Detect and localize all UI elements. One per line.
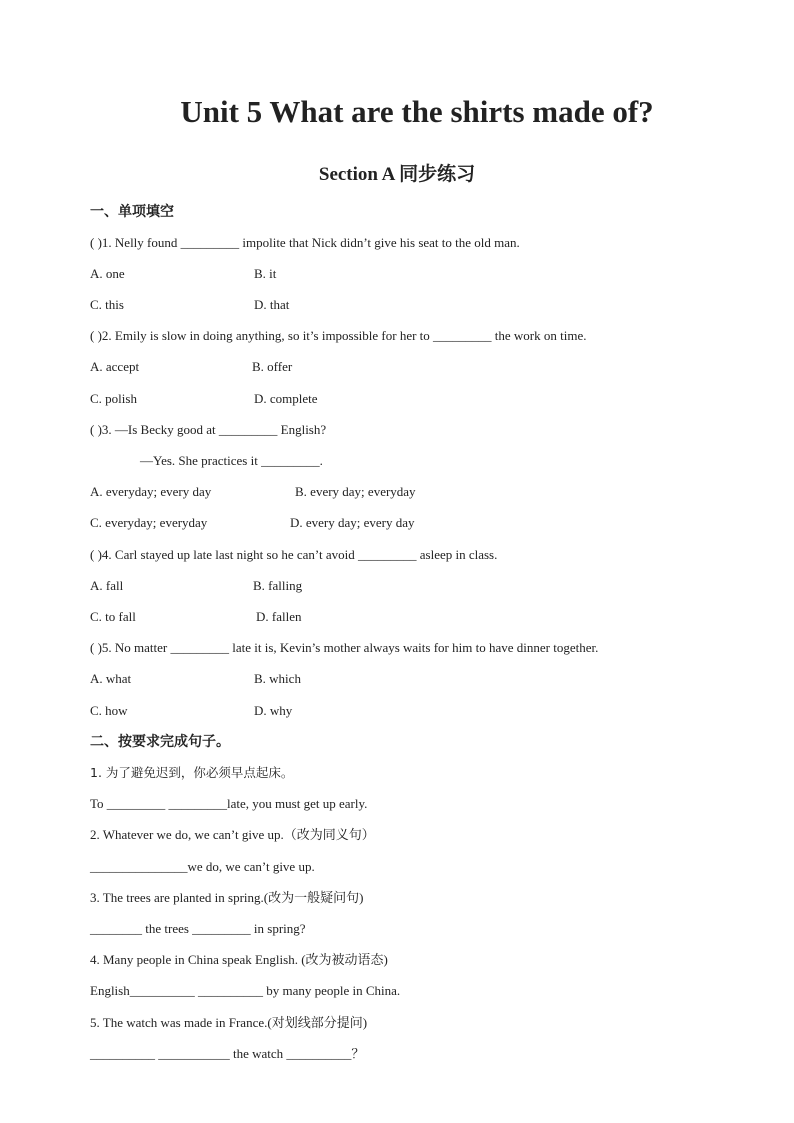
q3-option-a: A. everyday; every day	[90, 484, 212, 499]
question-3-stem: ( )3. —Is Becky good at _________ English?	[90, 422, 327, 437]
task-5-answer-line: __________ ___________ the watch __________？	[90, 1046, 365, 1061]
q2-option-c: C. polish	[90, 391, 137, 406]
question-1-stem: ( )1. Nelly found _________ impolite that Nick didn’t give his seat to the old man.	[90, 235, 520, 250]
task-4-answer-line: English__________ __________ by many people in China.	[90, 983, 401, 998]
q5-option-c: C. how	[90, 703, 128, 718]
q3-option-d: D. every day; every day	[290, 515, 415, 530]
q2-option-a: A. accept	[90, 359, 140, 374]
q5-option-a: A. what	[90, 671, 132, 686]
task-1-prompt: 1. 为了避免迟到，你必须早点起床。	[90, 765, 294, 780]
q4-option-a: A. fall	[90, 578, 124, 593]
q1-option-b: B. it	[254, 266, 277, 281]
q3-option-c: C. everyday; everyday	[90, 515, 208, 530]
q2-option-b: B. offer	[252, 359, 293, 374]
task-1-answer-line: To _________ _________late, you must get up early.	[90, 796, 368, 811]
task-2-prompt: 2. Whatever we do, we can’t give up.（改为同义句）	[90, 827, 375, 842]
task-4-prompt: 4. Many people in China speak English. (改为被动语态)	[90, 952, 388, 967]
section1-heading: 一、单项填空	[90, 204, 174, 220]
q5-option-d: D. why	[254, 703, 293, 718]
task-5-prompt: 5. The watch was made in France.(对划线部分提问)	[90, 1015, 368, 1030]
q4-option-d: D. fallen	[256, 609, 302, 624]
question-2-stem: ( )2. Emily is slow in doing anything, so it’s impossible for her to _________ the work on time.	[90, 328, 587, 343]
question-3-reply: —Yes. She practices it _________.	[140, 453, 323, 468]
q3-option-b: B. every day; everyday	[295, 484, 416, 499]
q4-option-b: B. falling	[253, 578, 303, 593]
task-3-answer-line: ________ the trees _________ in spring?	[90, 921, 306, 936]
q5-option-b: B. which	[254, 671, 301, 686]
page-subtitle: Section A 同步练习	[318, 164, 476, 185]
question-5-stem: ( )5. No matter _________ late it is, Kevin’s mother always waits for him to have dinner together.	[90, 640, 599, 655]
q1-option-c: C. this	[90, 297, 124, 312]
q2-option-d: D. complete	[254, 391, 318, 406]
task-2-answer-line: _______________we do, we can’t give up.	[90, 859, 315, 874]
q1-option-d: D. that	[254, 297, 290, 312]
page-title: Unit 5 What are the shirts made of?	[180, 94, 654, 129]
section2-heading: 二、按要求完成句子。	[90, 734, 230, 750]
task-3-prompt: 3. The trees are planted in spring.(改为一般疑问句)	[90, 890, 364, 905]
question-4-stem: ( )4. Carl stayed up late last night so he can’t avoid _________ asleep in class.	[90, 547, 498, 562]
q1-option-a: A. one	[90, 266, 125, 281]
q4-option-c: C. to fall	[90, 609, 136, 624]
